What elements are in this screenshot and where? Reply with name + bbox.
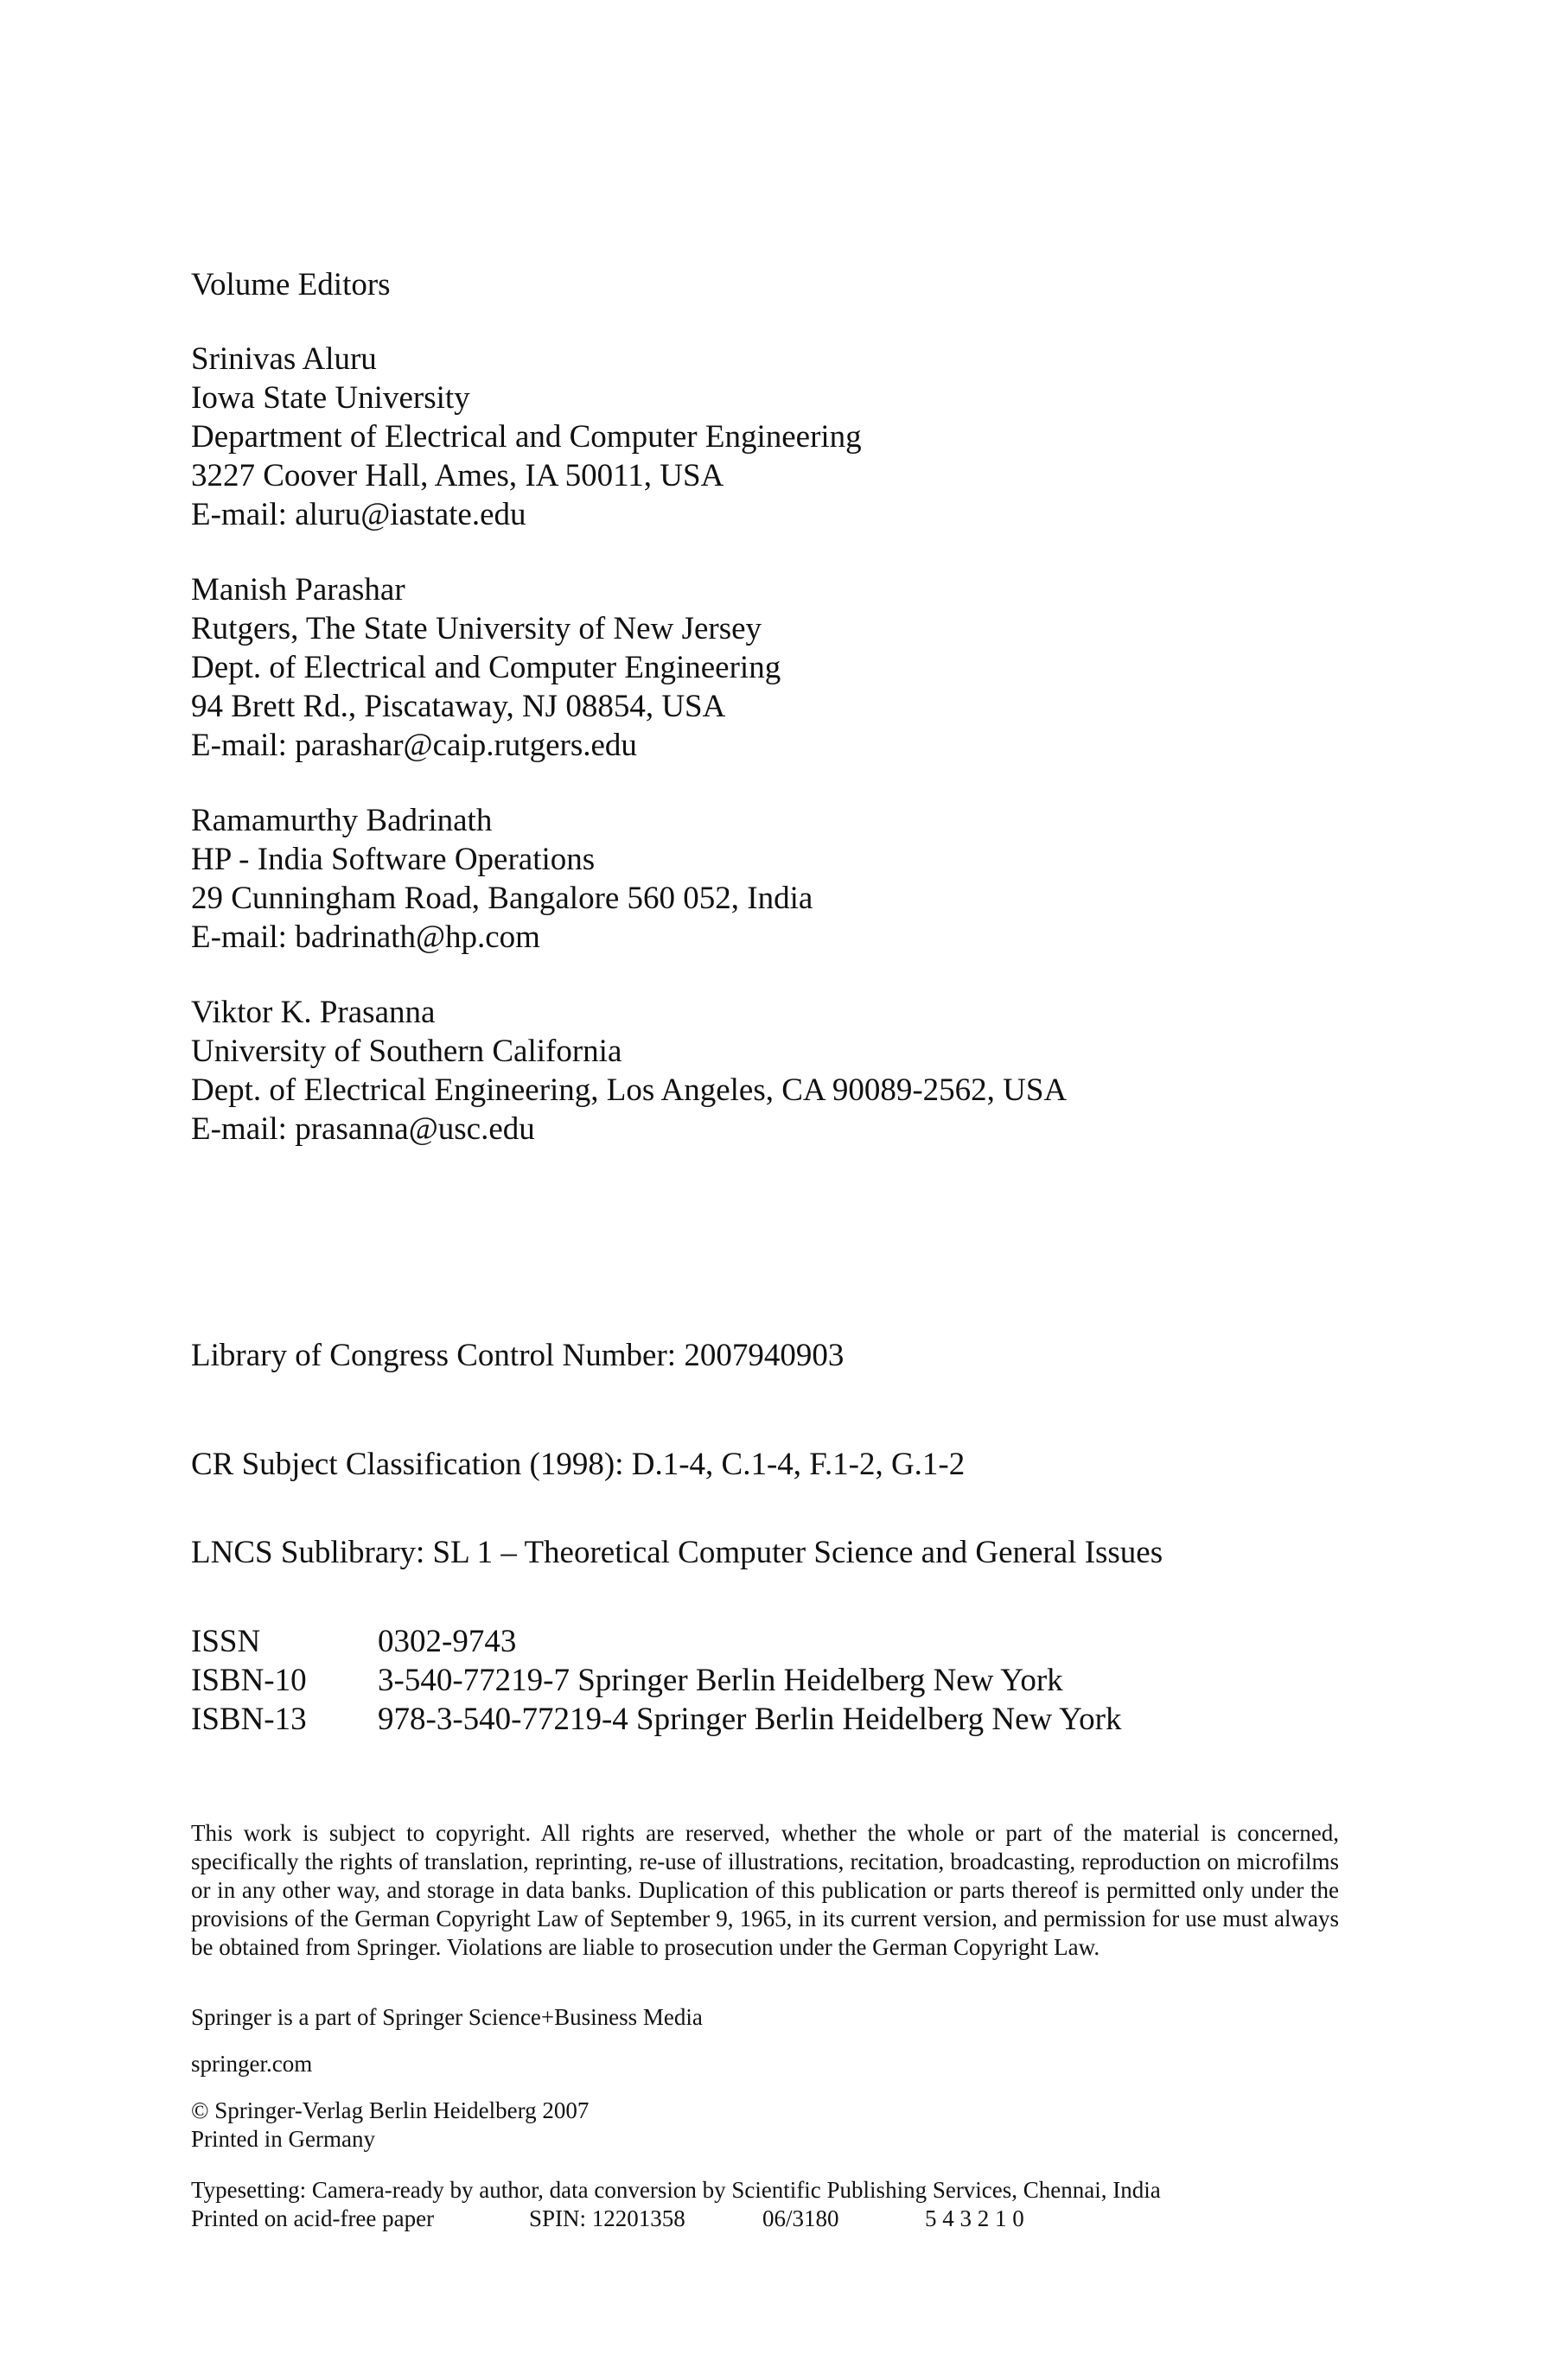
paper-info: Printed on acid-free paper (191, 2205, 435, 2231)
editor-entry (191, 801, 813, 957)
identifier-key: ISBN-13 (191, 1702, 307, 1737)
springer-url: springer.com (191, 2051, 313, 2077)
editor-name: Viktor K. Prasanna (191, 995, 436, 1030)
printing-numbers: 5 4 3 2 1 0 (925, 2205, 1024, 2231)
spin-number: SPIN: 12201358 (529, 2205, 685, 2231)
springer-part-line: Springer is a part of Springer Science+Business Media (191, 2004, 703, 2030)
identifier-row-issn (191, 1622, 1121, 1661)
editor-name: Manish Parashar (191, 572, 405, 608)
copyright-holder: © Springer-Verlag Berlin Heidelberg 2007 (191, 2097, 590, 2123)
print-code: 06/3180 (762, 2205, 839, 2231)
editor-affiliation: Iowa State University (191, 380, 470, 416)
typesetting-block (191, 2176, 1161, 2233)
editor-entry (191, 993, 1067, 1149)
cr-classification-line: CR Subject Classification (1998): D.1-4, C.1-4, F.1-2, G.1-2 (191, 1447, 966, 1482)
editor-entry (191, 340, 862, 534)
editor-address: 3227 Coover Hall, Ames, IA 50011, USA (191, 458, 724, 493)
identifier-value: 3-540-77219-7 Springer Berlin Heidelberg New York (378, 1663, 1063, 1698)
editor-name: Ramamurthy Badrinath (191, 803, 493, 838)
editor-department: Department of Electrical and Computer Engineering (191, 419, 862, 455)
editor-entry (191, 570, 781, 765)
volume-editors-heading: Volume Editors (191, 267, 391, 302)
lncs-sublibrary-line: LNCS Sublibrary: SL 1 – Theoretical Computer Science and General Issues (191, 1535, 1163, 1570)
editor-department: Dept. of Electrical and Computer Engineering (191, 650, 781, 685)
editor-department: Dept. of Electrical Engineering, Los Angeles, CA 90089-2562, USA (191, 1072, 1068, 1108)
editor-address: 29 Cunningham Road, Bangalore 560 052, India (191, 881, 813, 916)
editor-address: 94 Brett Rd., Piscataway, NJ 08854, USA (191, 689, 726, 724)
identifier-value: 0302-9743 (378, 1624, 517, 1659)
lccn-line: Library of Congress Control Number: 2007940903 (191, 1338, 845, 1373)
editor-affiliation: Rutgers, The State University of New Jersey (191, 611, 762, 646)
copyright-notice (191, 2097, 589, 2154)
print-info-row (191, 2205, 1161, 2233)
typesetting-line: Typesetting: Camera-ready by author, data conversion by Scientific Publishing Services, Chennai, India (191, 2177, 1161, 2203)
editor-name: Srinivas Aluru (191, 341, 377, 377)
editor-affiliation: University of Southern California (191, 1034, 622, 1069)
editor-email: E-mail: badrinath@hp.com (191, 920, 540, 955)
identifier-key: ISSN (191, 1624, 261, 1659)
editor-email: E-mail: prasanna@usc.edu (191, 1111, 535, 1147)
editor-email: E-mail: parashar@caip.rutgers.edu (191, 728, 637, 763)
printed-in: Printed in Germany (191, 2126, 375, 2152)
identifier-row-isbn-10 (191, 1661, 1121, 1700)
identifier-table (191, 1622, 1121, 1739)
copyright-paragraph: This work is subject to copyright. All rights are reserved, whether the whole or part of the material is concerned, specifically the rights of translation, reprinting, re-use of illustrations, recitation, broadcasting, reproduction on microfilms or in any other way, and storage in data banks. Duplication of this publication or parts thereof is permitted only under the provisions of the German Copyright Law of September 9, 1965, in its current version, and permission for use must always be obtained from Springer. Violations are liable to prosecution under the German Copyright Law. (191, 1820, 1339, 1960)
copyright-page (191, 0, 1401, 2380)
editor-email: E-mail: aluru@iastate.edu (191, 497, 526, 532)
identifier-row-isbn-13 (191, 1700, 1121, 1739)
identifier-value: 978-3-540-77219-4 Springer Berlin Heidelberg New York (378, 1702, 1122, 1737)
editor-affiliation: HP - India Software Operations (191, 842, 596, 877)
identifier-key: ISBN-10 (191, 1663, 307, 1698)
